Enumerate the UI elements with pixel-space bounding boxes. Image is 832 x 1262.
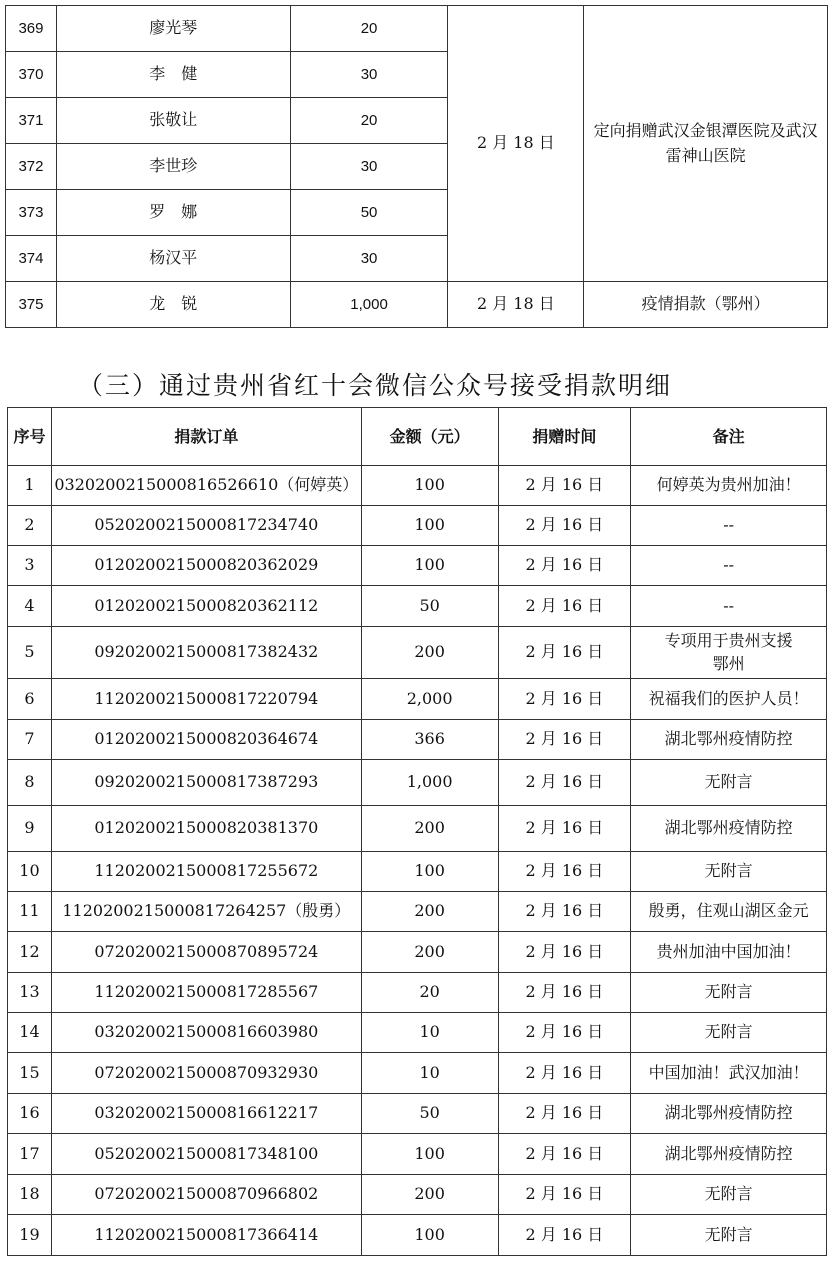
donation-amount: 30	[290, 236, 448, 282]
row-number: 14	[8, 1013, 52, 1053]
column-header-number: 序号	[8, 408, 52, 466]
order-id: 0320200215000816612217	[51, 1094, 361, 1134]
table-row	[8, 973, 827, 1013]
order-id: 0520200215000817348100	[51, 1134, 361, 1175]
row-number: 12	[8, 932, 52, 973]
donation-note: 疫情捐款（鄂州）	[584, 282, 828, 328]
donation-note: 无附言	[631, 1013, 827, 1053]
donation-note: 无附言	[631, 760, 827, 806]
donor-name: 龙 锐	[56, 282, 290, 328]
section-title: （三）通过贵州省红十会微信公众号接受捐款明细	[78, 371, 673, 400]
donor-table-continued	[5, 5, 828, 328]
row-number: 1	[8, 466, 52, 506]
row-number: 373	[6, 190, 57, 236]
table-body	[8, 466, 827, 1256]
table-row	[6, 282, 828, 328]
row-number: 8	[8, 760, 52, 806]
table-row	[8, 1175, 827, 1215]
donation-date: 2 月 16 日	[498, 1094, 631, 1134]
donation-amount: 30	[290, 144, 448, 190]
donation-amount: 200	[361, 627, 498, 679]
row-number: 2	[8, 506, 52, 546]
donation-amount: 1,000	[361, 760, 498, 806]
donation-date: 2 月 16 日	[498, 679, 631, 720]
donation-amount: 20	[290, 98, 448, 144]
donation-amount: 10	[361, 1013, 498, 1053]
table-row	[8, 892, 827, 932]
row-number: 371	[6, 98, 57, 144]
column-header-order: 捐款订单	[51, 408, 361, 466]
donation-amount: 100	[361, 546, 498, 586]
donation-amount: 1,000	[290, 282, 448, 328]
table-row	[8, 720, 827, 760]
row-number: 3	[8, 546, 52, 586]
donation-note: 定向捐赠武汉金银潭医院及武汉雷神山医院	[584, 6, 828, 282]
donation-note: --	[631, 546, 827, 586]
donation-date: 2 月 16 日	[498, 627, 631, 679]
table-row	[6, 6, 828, 52]
donation-amount: 100	[361, 506, 498, 546]
donation-date: 2 月 16 日	[498, 1175, 631, 1215]
table-row	[8, 1094, 827, 1134]
donation-date: 2 月 16 日	[498, 466, 631, 506]
row-number: 374	[6, 236, 57, 282]
donation-note: 无附言	[631, 852, 827, 892]
donation-date: 2 月 16 日	[498, 892, 631, 932]
donation-amount: 10	[361, 1053, 498, 1094]
order-id: 0920200215000817382432	[51, 627, 361, 679]
row-number: 18	[8, 1175, 52, 1215]
table-row	[8, 932, 827, 973]
row-number: 375	[6, 282, 57, 328]
table-row	[8, 806, 827, 852]
donation-date: 2 月 16 日	[498, 506, 631, 546]
row-number: 13	[8, 973, 52, 1013]
donation-note: 祝福我们的医护人员！	[631, 679, 827, 720]
row-number: 15	[8, 1053, 52, 1094]
donation-note: --	[631, 506, 827, 546]
order-id: 0320200215000816603980	[51, 1013, 361, 1053]
wechat-donation-table	[7, 407, 827, 1256]
header-row	[8, 408, 827, 466]
table-row	[8, 546, 827, 586]
donation-amount: 200	[361, 932, 498, 973]
donation-amount: 20	[361, 973, 498, 1013]
donor-name: 杨汉平	[56, 236, 290, 282]
table-row	[8, 760, 827, 806]
donation-note: --	[631, 586, 827, 627]
donation-date: 2 月 16 日	[498, 1215, 631, 1256]
row-number: 19	[8, 1215, 52, 1256]
row-number: 9	[8, 806, 52, 852]
donation-note: 何婷英为贵州加油！	[631, 466, 827, 506]
row-number: 7	[8, 720, 52, 760]
order-id: 1120200215000817220794	[51, 679, 361, 720]
order-id: 1120200215000817366414	[51, 1215, 361, 1256]
donation-amount: 100	[361, 1215, 498, 1256]
donation-amount: 200	[361, 1175, 498, 1215]
column-header-amount: 金额（元）	[361, 408, 498, 466]
donation-date: 2 月 16 日	[498, 1053, 631, 1094]
column-header-date: 捐赠时间	[498, 408, 631, 466]
donation-note: 湖北鄂州疫情防控	[631, 1134, 827, 1175]
donation-date: 2 月 16 日	[498, 1013, 631, 1053]
donor-name: 李世珍	[56, 144, 290, 190]
donation-amount: 200	[361, 892, 498, 932]
order-id: 0120200215000820362029	[51, 546, 361, 586]
donation-date: 2 月 16 日	[498, 806, 631, 852]
donor-name: 李 健	[56, 52, 290, 98]
row-number: 4	[8, 586, 52, 627]
donation-date: 2 月 16 日	[498, 932, 631, 973]
donation-amount: 2,000	[361, 679, 498, 720]
table-row	[8, 1053, 827, 1094]
table-row	[8, 1013, 827, 1053]
donation-date: 2 月 16 日	[498, 546, 631, 586]
row-number: 370	[6, 52, 57, 98]
order-id: 1120200215000817255672	[51, 852, 361, 892]
order-id: 0720200215000870932930	[51, 1053, 361, 1094]
donation-date: 2 月 16 日	[498, 760, 631, 806]
donation-note: 湖北鄂州疫情防控	[631, 1094, 827, 1134]
table-row	[8, 586, 827, 627]
donation-note: 中国加油！武汉加油！	[631, 1053, 827, 1094]
donation-note: 贵州加油中国加油！	[631, 932, 827, 973]
row-number: 369	[6, 6, 57, 52]
order-id: 0520200215000817234740	[51, 506, 361, 546]
donation-amount: 20	[290, 6, 448, 52]
donation-date: 2 月 16 日	[498, 852, 631, 892]
donation-amount: 50	[361, 1094, 498, 1134]
donor-name: 罗 娜	[56, 190, 290, 236]
order-id: 0720200215000870966802	[51, 1175, 361, 1215]
row-number: 372	[6, 144, 57, 190]
order-id: 0720200215000870895724	[51, 932, 361, 973]
donation-amount: 50	[361, 586, 498, 627]
column-header-note: 备注	[631, 408, 827, 466]
row-number: 17	[8, 1134, 52, 1175]
donation-amount: 100	[361, 852, 498, 892]
order-id: 0320200215000816526610（何婷英）	[51, 466, 361, 506]
donation-note: 无附言	[631, 1175, 827, 1215]
table-row	[8, 1215, 827, 1256]
row-number: 5	[8, 627, 52, 679]
donation-date: 2 月 16 日	[498, 720, 631, 760]
row-number: 11	[8, 892, 52, 932]
donor-name: 张敬让	[56, 98, 290, 144]
order-id: 1120200215000817264257（殷勇）	[51, 892, 361, 932]
row-number: 10	[8, 852, 52, 892]
donation-amount: 100	[361, 1134, 498, 1175]
table-row	[8, 506, 827, 546]
donation-date: 2 月 16 日	[498, 1134, 631, 1175]
table-row	[8, 852, 827, 892]
order-id: 0120200215000820381370	[51, 806, 361, 852]
donation-date: 2 月 16 日	[498, 586, 631, 627]
donation-amount: 100	[361, 466, 498, 506]
donor-name: 廖光琴	[56, 6, 290, 52]
table-row	[8, 1134, 827, 1175]
donation-date: 2 月 16 日	[498, 973, 631, 1013]
row-number: 6	[8, 679, 52, 720]
order-id: 1120200215000817285567	[51, 973, 361, 1013]
donation-note: 专项用于贵州支援鄂州	[631, 627, 827, 679]
row-number: 16	[8, 1094, 52, 1134]
donation-note: 湖北鄂州疫情防控	[631, 806, 827, 852]
order-id: 0120200215000820362112	[51, 586, 361, 627]
table-row	[8, 466, 827, 506]
order-id: 0920200215000817387293	[51, 760, 361, 806]
donation-amount: 50	[290, 190, 448, 236]
donation-date: 2 月 18 日	[448, 282, 584, 328]
donation-note: 无附言	[631, 973, 827, 1013]
donation-amount: 200	[361, 806, 498, 852]
donation-date: 2 月 18 日	[448, 6, 584, 282]
table-row	[8, 627, 827, 679]
donation-note: 无附言	[631, 1215, 827, 1256]
table-row	[8, 679, 827, 720]
donation-note: 殷勇，住观山湖区金元	[631, 892, 827, 932]
donation-amount: 30	[290, 52, 448, 98]
donation-amount: 366	[361, 720, 498, 760]
order-id: 0120200215000820364674	[51, 720, 361, 760]
donation-note: 湖北鄂州疫情防控	[631, 720, 827, 760]
